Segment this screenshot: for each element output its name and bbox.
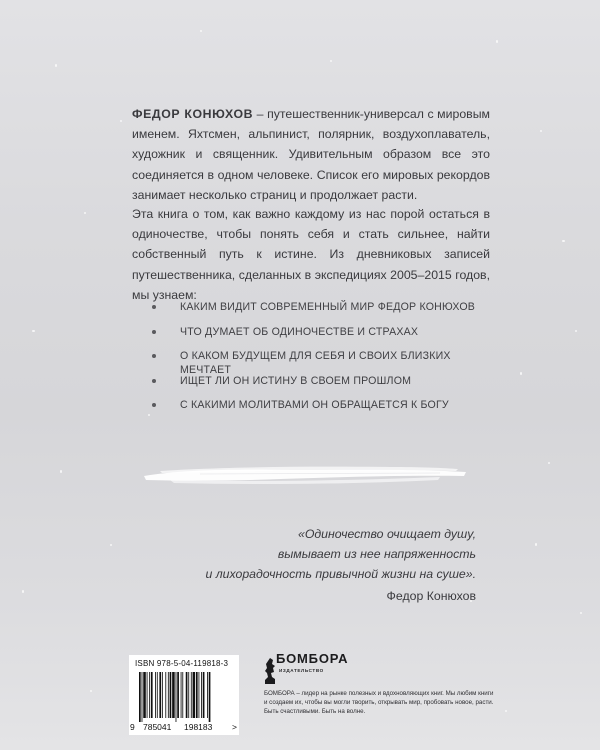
barcode-icon — [137, 672, 232, 722]
quote-line: «Одиночество очищает душу, — [297, 527, 476, 541]
barcode-left-group: 785041 — [143, 722, 172, 732]
barcode-bar — [159, 672, 161, 718]
topic-item — [152, 398, 502, 423]
snow-speck — [32, 330, 35, 332]
barcode-bar — [147, 672, 148, 718]
snow-speck — [55, 64, 57, 67]
barcode-bar — [139, 672, 141, 722]
barcode-bar — [203, 672, 205, 718]
topic-text: ЧТО ДУМАЕТ ОБ ОДИНОЧЕСТВЕ И СТРАХАХ — [180, 325, 419, 338]
barcode-bar — [155, 672, 156, 718]
author-bio — [132, 104, 490, 205]
barcode-bar — [196, 672, 198, 718]
snow-speck — [535, 543, 537, 546]
bullet-dot-icon — [152, 330, 156, 334]
barcode-bar — [157, 672, 158, 718]
snow-speck — [540, 130, 542, 132]
barcode-bar — [201, 672, 202, 718]
topic-item — [152, 325, 502, 350]
isbn-number: ISBN 978-5-04-119818-3 — [135, 659, 229, 668]
barcode-bar — [193, 672, 196, 718]
barcode-bar — [191, 672, 192, 718]
snow-speck — [548, 462, 550, 464]
barcode-bar — [209, 672, 211, 722]
barcode-bar — [181, 672, 182, 718]
barcode-digits — [129, 722, 239, 734]
topic-item — [152, 349, 502, 374]
snow-speck — [575, 330, 577, 332]
snow-speck — [496, 40, 498, 43]
snow-speck — [330, 60, 332, 62]
snow-speck — [90, 690, 92, 692]
snow-speck — [22, 590, 24, 593]
brush-stroke-divider — [140, 461, 470, 491]
topics-list — [152, 300, 502, 423]
publisher-logo-subtitle: ИЗДАТЕЛЬСТВО — [279, 668, 324, 673]
bullet-dot-icon — [152, 354, 156, 358]
quote-line: и лихорадочность привычной жизни на суше». — [205, 567, 476, 581]
snow-speck — [505, 710, 507, 712]
topic-text: ИЩЕТ ЛИ ОН ИСТИНУ В СВОЕМ ПРОШЛОМ — [180, 374, 412, 387]
barcode-bar — [170, 672, 172, 718]
topic-text: С КАКИМИ МОЛИТВАМИ ОН ОБРАЩАЕТСЯ К БОГУ — [180, 399, 449, 411]
snow-speck — [120, 120, 122, 122]
barcode-bar — [149, 672, 150, 718]
snow-speck — [200, 30, 202, 32]
snow-speck — [110, 544, 112, 546]
barcode-bar — [186, 672, 188, 718]
barcode-bar — [162, 672, 163, 718]
author-name-caps: ФЕДОР КОНЮХОВ — [132, 107, 254, 121]
barcode-bar — [188, 672, 189, 718]
author-bio-text: – путешественник-универсал с мировым именем. Яхтсмен, альпинист, полярник, воздухоплаватель, художник и священник. Удивительным образом все это соединяется в одном человеке. Список его мировых рекордов занимает несколько страниц и продолжает расти. — [132, 107, 491, 202]
barcode-right-group: 198183 — [184, 722, 213, 732]
bullet-dot-icon — [152, 379, 156, 383]
barcode-bar — [142, 672, 143, 722]
publisher-blurb: БОМБОРА – лидер на рынке полезных и вдохновляющих книг. Мы любим книги и создаем их, чтобы вы могли творить, открывать мир, пробовать новое, расти. Быть счастливыми. Быть на волне. — [264, 690, 494, 715]
barcode-bar — [151, 672, 153, 718]
barcode-bar — [207, 672, 208, 718]
book-intro: Эта книга о том, как важно каждому из нас порой остаться в одиночестве, чтобы понять себя и стать сильнее, найти собственный путь к истине. Из дневниковых записей путешественника, сделанных в экспедициях 2005–2015 годов, мы узнаем: — [132, 207, 490, 302]
topic-text: О КАКОМ БУДУЩЕМ ДЛЯ СЕБЯ И СВОИХ БЛИЗКИХ МЕЧТАЕТ — [180, 350, 451, 376]
barcode-bar — [172, 672, 175, 718]
barcode-bar — [143, 672, 146, 718]
snow-speck — [84, 212, 86, 214]
barcode-marker: > — [232, 722, 237, 732]
barcode-bar — [199, 672, 200, 718]
publisher-logo-name: БОМБОРА — [276, 651, 349, 666]
bombora-logo-icon — [264, 658, 276, 684]
snow-speck — [148, 414, 150, 416]
barcode-bar — [177, 672, 179, 718]
snow-speck — [562, 240, 565, 242]
topic-text: КАКИМ ВИДИТ СОВРЕМЕННЫЙ МИР ФЕДОР КОНЮХОВ — [180, 301, 476, 313]
bullet-dot-icon — [152, 403, 156, 407]
barcode-bar — [165, 672, 166, 718]
barcode-panel — [129, 655, 239, 735]
barcode-bar — [168, 672, 169, 718]
quote-line: вымывает из нее напряженность — [277, 547, 476, 561]
barcode-first-digit: 9 — [130, 722, 135, 732]
topic-item — [152, 300, 502, 325]
barcode-bar — [176, 672, 177, 722]
snow-speck — [580, 612, 582, 614]
snow-speck — [60, 470, 62, 473]
barcode-bar — [182, 672, 183, 718]
quote-block — [170, 524, 476, 584]
quote-author: Федор Конюхов — [386, 589, 476, 603]
bullet-dot-icon — [152, 305, 156, 309]
snow-speck — [520, 372, 522, 375]
topic-item — [152, 374, 502, 399]
